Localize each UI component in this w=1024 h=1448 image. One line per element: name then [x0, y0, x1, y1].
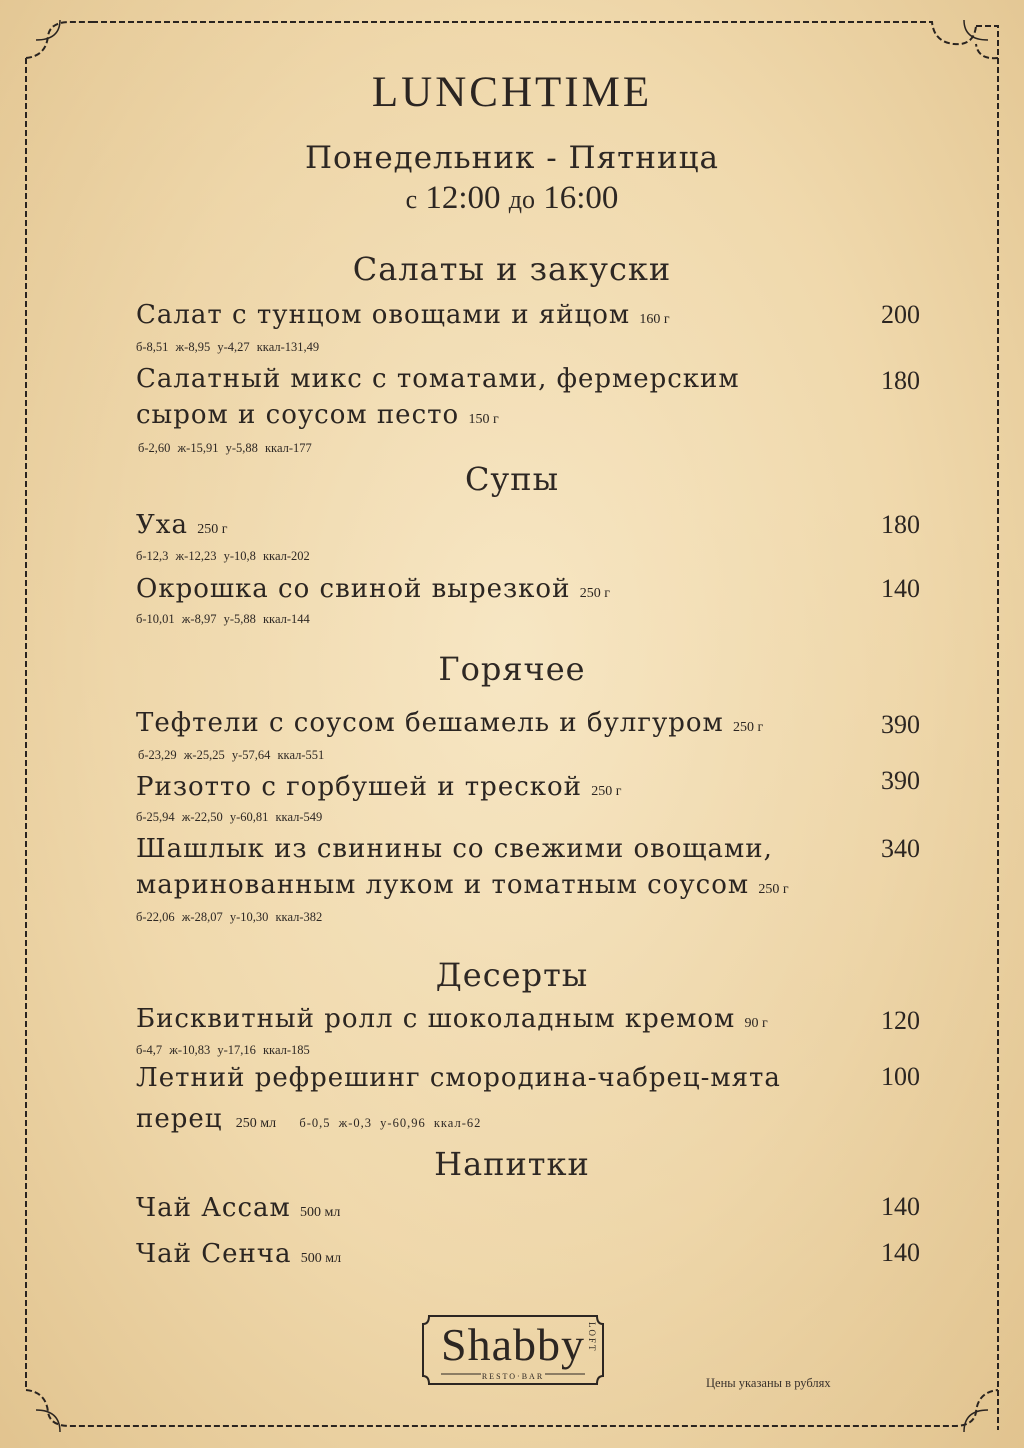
menu-item-weight: 250 мл: [235, 1116, 277, 1131]
menu-item-name: Уха 250 г: [136, 510, 228, 540]
menu-item-price: 200: [881, 300, 920, 329]
menu-item-name: Ризотто с горбушей и треской 250 г: [136, 772, 622, 802]
menu-item-nutrition: б-0,5 ж-0,3 у-60,96 ккал-62: [299, 1116, 482, 1130]
hours-to-prefix: до: [508, 185, 536, 214]
menu-item-name: Бисквитный ролл с шоколадным кремом 90 г: [136, 1004, 768, 1034]
menu-item-nutrition: б-23,29 ж-25,25 у-57,64 ккал-551: [138, 748, 325, 762]
menu-item-name: Салатный микс с томатами, фермерским: [136, 364, 740, 394]
menu-item-name: Чай Ассам 500 мл: [136, 1193, 341, 1223]
menu-item-price: 140: [881, 1192, 920, 1221]
menu-item-weight: 500 мл: [300, 1251, 342, 1266]
menu-item-weight: 150 г: [468, 412, 499, 427]
menu-item-name-line2: сыром и соусом песто 150 г: [136, 400, 499, 430]
menu-item-price: 390: [881, 710, 920, 739]
logo-sub-text: RESTO·BAR: [481, 1372, 545, 1381]
menu-item-price: 140: [881, 574, 920, 603]
menu-item-weight: 250 г: [197, 522, 228, 537]
menu-item-nutrition: б-12,3 ж-12,23 у-10,8 ккал-202: [136, 549, 310, 563]
section-title-hot: Горячее: [438, 650, 586, 688]
menu-item-name: Летний рефрешинг смородина-чабрец-мята: [136, 1063, 781, 1093]
menu-item-name: Чай Сенча 500 мл: [136, 1239, 342, 1269]
menu-item-price: 180: [881, 366, 920, 395]
prices-note: Цены указаны в рублях: [706, 1376, 831, 1390]
menu-item-price: 390: [881, 766, 920, 795]
menu-item-nutrition: б-8,51 ж-8,95 у-4,27 ккал-131,49: [136, 340, 320, 354]
menu-item-name: Окрошка со свиной вырезкой 250 г: [136, 574, 610, 604]
menu-item-weight: 90 г: [744, 1016, 768, 1031]
section-title-desserts: Десерты: [435, 956, 589, 994]
menu-item-weight: 250 г: [758, 882, 789, 897]
menu-item-nutrition: б-22,06 ж-28,07 у-10,30 ккал-382: [136, 910, 323, 924]
menu-item-weight: 500 мл: [300, 1205, 341, 1220]
page-title: LUNCHTIME: [371, 69, 653, 116]
section-title-salads: Салаты и закуски: [352, 250, 672, 288]
menu-item-price: 100: [881, 1062, 920, 1091]
section-title-soups: Супы: [464, 460, 560, 498]
logo-loft-text: LOFT: [587, 1322, 597, 1353]
menu-item-nutrition: б-2,60 ж-15,91 у-5,88 ккал-177: [138, 441, 312, 455]
section-title-drinks: Напитки: [434, 1145, 590, 1183]
menu-item-nutrition: б-4,7 ж-10,83 у-17,16 ккал-185: [136, 1043, 310, 1057]
opening-hours: [0, 180, 1024, 217]
menu-item-weight: 250 г: [591, 784, 622, 799]
menu-item-weight: 250 г: [579, 586, 610, 601]
shabby-loft-logo: [421, 1312, 605, 1388]
menu-item-price: 140: [881, 1238, 920, 1267]
menu-item-weight: 160 г: [639, 312, 670, 327]
menu-item-price: 180: [881, 510, 920, 539]
logo-main-text: Shabby: [441, 1319, 585, 1370]
menu-item-price: 340: [881, 834, 920, 863]
menu-item-nutrition: б-25,94 ж-22,50 у-60,81 ккал-549: [136, 810, 323, 824]
menu-item-nutrition: б-10,01 ж-8,97 у-5,88 ккал-144: [136, 612, 310, 626]
menu-item-name: Салат с тунцом овощами и яйцом 160 г: [136, 300, 670, 330]
menu-item-name: Шашлык из свинины со свежими овощами,: [136, 834, 773, 864]
menu-item-name: Тефтели с соусом бешамель и булгуром 250 г: [136, 708, 764, 738]
hours-from-prefix: с: [405, 185, 418, 214]
menu-item-price: 120: [881, 1006, 920, 1035]
days-of-week: Понедельник - Пятница: [304, 140, 720, 176]
menu-item-name-line2: перец 250 мл б-0,5 ж-0,3 у-60,96 ккал-62: [136, 1104, 482, 1134]
hours-from: 12:00: [425, 180, 501, 216]
menu-item-weight: 250 г: [733, 720, 764, 735]
menu-item-name-line2: маринованным луком и томатным соусом 250 г: [136, 870, 789, 900]
hours-to: 16:00: [543, 180, 619, 216]
